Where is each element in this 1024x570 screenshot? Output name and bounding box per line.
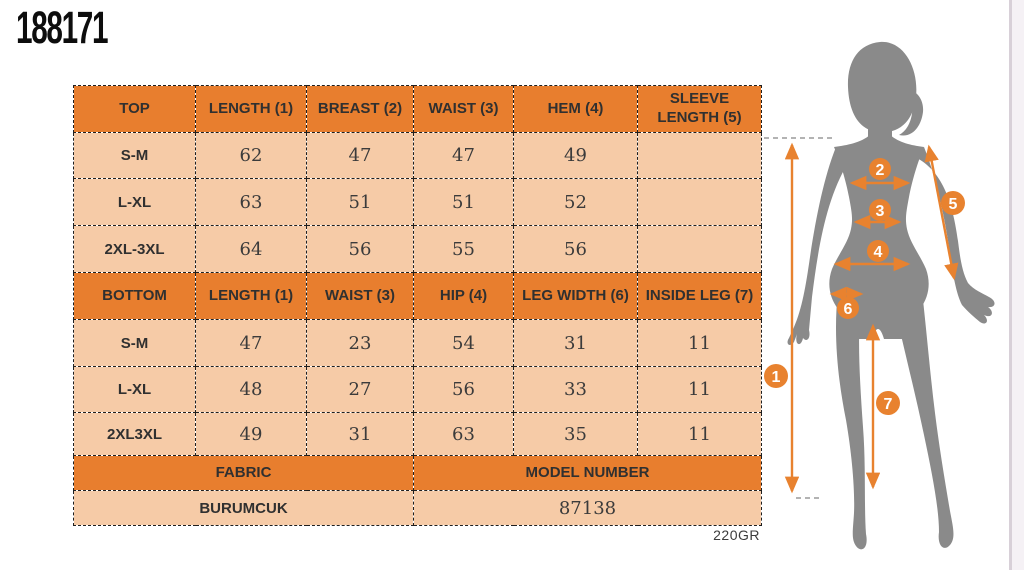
fabric-value-cell: BURUMCUK	[74, 491, 414, 526]
value-cell: 23	[307, 320, 414, 367]
value-cell: 64	[196, 226, 307, 273]
svg-text:6: 6	[843, 301, 853, 318]
value-cell: 63	[196, 179, 307, 226]
size-label: L-XL	[74, 179, 196, 226]
header-cell: SLEEVE LENGTH (5)	[638, 86, 762, 133]
value-cell: 11	[638, 367, 762, 413]
value-cell: 47	[196, 320, 307, 367]
product-code-title: 188171	[16, 2, 108, 53]
value-cell: 54	[414, 320, 514, 367]
value-cell: 49	[514, 133, 638, 179]
size-label: S-M	[74, 320, 196, 367]
value-cell: 51	[414, 179, 514, 226]
svg-text:3: 3	[875, 203, 885, 220]
value-cell: 48	[196, 367, 307, 413]
bottom-header-row	[74, 273, 762, 320]
header-cell: LENGTH (1)	[196, 86, 307, 133]
header-cell: HIP (4)	[414, 273, 514, 320]
value-cell	[638, 226, 762, 273]
measure-marker-2	[869, 158, 891, 180]
measure-marker-3	[869, 199, 891, 221]
size-label: 2XL-3XL	[74, 226, 196, 273]
header-cell: BOTTOM	[74, 273, 196, 320]
size-table	[73, 85, 762, 526]
value-cell: 52	[514, 179, 638, 226]
value-cell: 51	[307, 179, 414, 226]
header-cell: BREAST (2)	[307, 86, 414, 133]
header-cell: WAIST (3)	[307, 273, 414, 320]
size-label: S-M	[74, 133, 196, 179]
svg-text:5: 5	[948, 196, 958, 213]
value-cell: 31	[307, 413, 414, 456]
footer-header-row	[74, 456, 762, 491]
table-row	[74, 133, 762, 179]
svg-text:2: 2	[875, 162, 885, 179]
slide-edge-strip	[1012, 0, 1024, 570]
value-cell: 63	[414, 413, 514, 456]
measure-marker-7	[876, 391, 900, 415]
value-cell: 11	[638, 413, 762, 456]
value-cell: 33	[514, 367, 638, 413]
svg-text:4: 4	[873, 244, 883, 261]
fabric-header-cell: FABRIC	[74, 456, 414, 491]
female-silhouette	[788, 42, 995, 549]
value-cell: 56	[414, 367, 514, 413]
value-cell: 47	[414, 133, 514, 179]
footer-value-row	[74, 491, 762, 526]
header-cell: TOP	[74, 86, 196, 133]
model-number-header-cell: MODEL NUMBER	[414, 456, 762, 491]
table-row	[74, 226, 762, 273]
value-cell: 56	[514, 226, 638, 273]
value-cell: 27	[307, 367, 414, 413]
value-cell	[638, 179, 762, 226]
top-header-row	[74, 86, 762, 133]
svg-text:7: 7	[883, 396, 893, 413]
measure-marker-5	[941, 191, 965, 215]
table-row	[74, 367, 762, 413]
value-cell: 62	[196, 133, 307, 179]
table-row	[74, 179, 762, 226]
measure-marker-1	[764, 364, 788, 388]
header-cell: WAIST (3)	[414, 86, 514, 133]
measure-marker-6	[837, 297, 859, 319]
value-cell: 55	[414, 226, 514, 273]
value-cell	[638, 133, 762, 179]
value-cell: 31	[514, 320, 638, 367]
header-cell: LENGTH (1)	[196, 273, 307, 320]
measurement-figure	[760, 35, 1020, 565]
value-cell: 35	[514, 413, 638, 456]
fabric-weight-note: 220GR	[713, 527, 760, 543]
header-cell: HEM (4)	[514, 86, 638, 133]
measure-marker-4	[867, 240, 889, 262]
value-cell: 56	[307, 226, 414, 273]
value-cell: 49	[196, 413, 307, 456]
svg-text:1: 1	[771, 369, 781, 386]
size-label: 2XL3XL	[74, 413, 196, 456]
value-cell: 47	[307, 133, 414, 179]
model-number-value-cell: 87138	[414, 491, 762, 526]
header-cell: INSIDE LEG (7)	[638, 273, 762, 320]
size-label: L-XL	[74, 367, 196, 413]
header-cell: LEG WIDTH (6)	[514, 273, 638, 320]
table-row	[74, 320, 762, 367]
value-cell: 11	[638, 320, 762, 367]
table-row	[74, 413, 762, 456]
